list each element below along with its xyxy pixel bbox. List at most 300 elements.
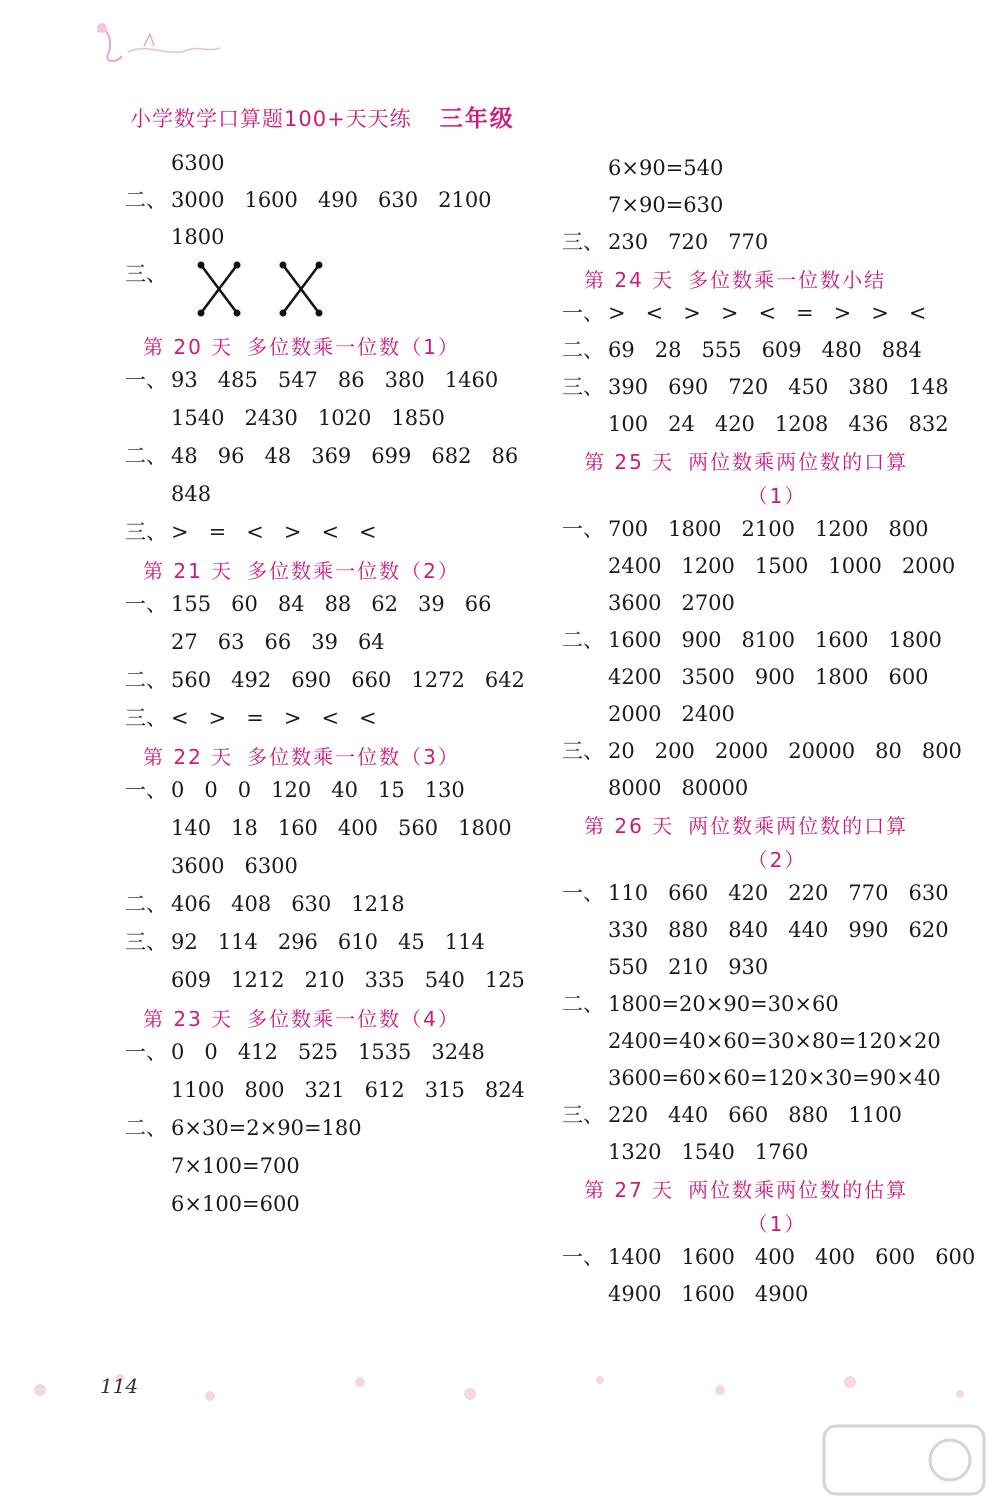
answer-value: 620 xyxy=(908,918,949,942)
section-heading xyxy=(562,812,992,840)
answer-row xyxy=(125,667,545,693)
answer-value: 0 xyxy=(204,778,218,802)
answer-value: 900 xyxy=(754,665,795,689)
answer-value: 7×90=630 xyxy=(608,193,724,217)
answer-value: 408 xyxy=(231,892,272,916)
day-label: 第 24 天 xyxy=(584,268,675,292)
answer-value: 2100 xyxy=(741,517,795,541)
question-index: 一、 xyxy=(125,1040,167,1064)
answer-value: 492 xyxy=(231,668,272,692)
answer-value: 1800 xyxy=(815,665,869,689)
answer-value: 1535 xyxy=(357,1040,412,1064)
answer-value: 321 xyxy=(304,1078,345,1102)
right-column xyxy=(562,155,992,1318)
answer-row xyxy=(562,664,992,690)
answer-value: 1600 xyxy=(681,1282,735,1306)
answer-value: < xyxy=(908,301,927,325)
answer-value: 2400=40×60=30×80=120×20 xyxy=(608,1029,941,1053)
answer-value: 3500 xyxy=(681,665,735,689)
answer-value: 1100 xyxy=(171,1078,225,1102)
answer-value: < xyxy=(246,520,264,544)
section-heading xyxy=(125,557,545,585)
answer-row xyxy=(562,300,992,326)
section-title: 两位数乘两位数的估算 xyxy=(688,1178,909,1202)
answer-value: 699 xyxy=(371,444,412,468)
section-title: 多位数乘一位数（4） xyxy=(247,1007,460,1031)
answer-value: 8000 xyxy=(608,776,662,800)
answer-row xyxy=(125,481,545,507)
answer-value: 60 xyxy=(231,592,258,616)
answer-row xyxy=(125,187,545,213)
answer-value: 64 xyxy=(357,630,385,654)
answer-value: 6×90=540 xyxy=(608,156,724,180)
answer-value: 0 xyxy=(204,1040,218,1064)
answer-row xyxy=(562,1102,992,1128)
answer-value: > xyxy=(720,301,739,325)
answer-row xyxy=(125,1077,545,1103)
answer-value: > xyxy=(871,301,889,325)
section-heading xyxy=(125,333,545,361)
answer-value: 92 xyxy=(171,930,198,954)
answer-value: 1218 xyxy=(351,892,405,916)
answer-row xyxy=(125,929,545,955)
section-title: 多位数乘一位数小结 xyxy=(688,268,887,292)
answer-value: 690 xyxy=(668,375,709,399)
answer-value: 0 xyxy=(237,778,252,802)
answer-value: 63 xyxy=(217,630,245,654)
answer-value: < xyxy=(645,301,664,325)
answer-row xyxy=(562,991,992,1017)
answer-value: 930 xyxy=(728,955,769,979)
answer-row xyxy=(125,1191,545,1217)
question-index: 一、 xyxy=(125,368,167,392)
answer-value: 148 xyxy=(908,375,949,399)
answer-value: 210 xyxy=(304,968,345,992)
answer-value: 450 xyxy=(788,375,829,399)
answer-value: 1540 xyxy=(681,1140,735,1164)
answer-value: 660 xyxy=(728,1103,769,1127)
answer-value: 1500 xyxy=(754,554,809,578)
question-index: 三、 xyxy=(562,375,604,399)
answer-value: 3248 xyxy=(431,1040,485,1064)
book-series-title: 小学数学口算题100+天天练 xyxy=(130,107,412,131)
question-index: 二、 xyxy=(125,188,167,212)
answer-value: 2400 xyxy=(608,554,662,578)
bottom-flower-decoration xyxy=(0,1360,1000,1420)
answer-value: 130 xyxy=(424,778,465,802)
answer-value: 1800 xyxy=(458,816,512,840)
answer-value: 0 xyxy=(171,778,185,802)
answer-value: 140 xyxy=(171,816,212,840)
answer-row xyxy=(562,155,992,181)
answer-value: 3600 xyxy=(608,591,662,615)
answer-value: 612 xyxy=(364,1078,405,1102)
section-heading xyxy=(562,448,992,476)
answer-value: > xyxy=(208,706,227,730)
answer-row xyxy=(562,775,992,801)
section-heading xyxy=(562,266,992,294)
answer-value: 555 xyxy=(701,338,742,362)
section-title: 两位数乘两位数的口算 xyxy=(688,450,909,474)
answer-value: 369 xyxy=(311,444,352,468)
answer-row xyxy=(562,917,992,943)
answer-value: 1200 xyxy=(681,554,735,578)
answer-value: > xyxy=(683,301,701,325)
answer-row xyxy=(562,1065,992,1091)
answer-value: 660 xyxy=(351,668,392,692)
answer-row xyxy=(562,337,992,363)
answer-value: 440 xyxy=(788,918,829,942)
answer-value: 880 xyxy=(788,1103,829,1127)
page-header xyxy=(130,100,515,134)
answer-value: 800 xyxy=(244,1078,285,1102)
answer-row xyxy=(125,261,545,325)
day-label: 第 23 天 xyxy=(143,1007,234,1031)
answer-value: 1600 xyxy=(244,188,298,212)
answer-value: 45 xyxy=(398,930,425,954)
answer-value: = xyxy=(796,301,814,325)
answer-row xyxy=(125,591,545,617)
question-index: 二、 xyxy=(125,892,167,916)
grade-label: 三年级 xyxy=(439,106,515,132)
answer-value: 6×100=600 xyxy=(171,1192,300,1216)
answer-value: 824 xyxy=(484,1078,525,1102)
answer-value: 39 xyxy=(311,630,338,654)
answer-row xyxy=(125,405,545,431)
answer-value: = xyxy=(208,520,227,544)
answer-value: 2430 xyxy=(244,406,298,430)
answer-value: 8100 xyxy=(741,628,795,652)
answer-value: 4900 xyxy=(754,1282,809,1306)
answer-row xyxy=(562,1244,992,1270)
answer-value: 2400 xyxy=(681,702,735,726)
answer-value: 600 xyxy=(875,1245,916,1269)
answer-value: 66 xyxy=(464,592,492,616)
answer-value: > xyxy=(833,301,852,325)
answer-value: 1800 xyxy=(171,225,225,249)
answer-value: 1200 xyxy=(815,517,869,541)
answer-value: 1100 xyxy=(848,1103,902,1127)
answer-value: 720 xyxy=(728,375,769,399)
answer-row xyxy=(125,1115,545,1141)
answer-value: 630 xyxy=(378,188,419,212)
question-index: 一、 xyxy=(125,592,167,616)
day-label: 第 20 天 xyxy=(143,335,234,359)
matching-cross-lines-icon xyxy=(279,261,323,317)
answer-row xyxy=(125,1039,545,1065)
answer-value: 6300 xyxy=(171,151,225,175)
question-index: 三、 xyxy=(125,262,167,286)
answer-value: 560 xyxy=(171,668,212,692)
answer-value: 436 xyxy=(848,412,889,436)
answer-value: 480 xyxy=(821,338,862,362)
answer-value: 1000 xyxy=(828,554,882,578)
answer-row xyxy=(125,1153,545,1179)
answer-value: 2000 xyxy=(608,702,662,726)
answer-value: 485 xyxy=(217,368,258,392)
answer-value: 39 xyxy=(418,592,445,616)
answer-value: 3600=60×60=120×30=90×40 xyxy=(608,1066,941,1090)
question-index: 三、 xyxy=(125,706,167,730)
answer-row xyxy=(562,701,992,727)
answer-value: 540 xyxy=(424,968,465,992)
answer-value: 62 xyxy=(371,592,399,616)
answer-row xyxy=(125,367,545,393)
answer-value: 86 xyxy=(337,368,365,392)
answer-value: < xyxy=(359,706,377,730)
answer-row xyxy=(562,627,992,653)
answer-value: < xyxy=(758,301,777,325)
answer-value: 18 xyxy=(231,816,258,840)
answer-row xyxy=(562,954,992,980)
answer-value: 1272 xyxy=(411,668,465,692)
answer-value: 1600 xyxy=(815,628,869,652)
answer-row xyxy=(125,777,545,803)
answer-value: 84 xyxy=(277,592,305,616)
answer-value: 1540 xyxy=(171,406,225,430)
answer-row xyxy=(562,880,992,906)
answer-value: 48 xyxy=(171,444,198,468)
answer-value: 690 xyxy=(291,668,332,692)
answer-value: 990 xyxy=(848,918,889,942)
answer-row xyxy=(125,891,545,917)
answer-value: 335 xyxy=(364,968,405,992)
answer-value: 6×30=2×90=180 xyxy=(171,1116,362,1140)
answer-row xyxy=(125,443,545,469)
question-index: 三、 xyxy=(125,930,167,954)
answer-value: 155 xyxy=(171,592,212,616)
section-heading xyxy=(125,743,545,771)
answer-value: 1208 xyxy=(774,412,829,436)
answer-value: 1600 xyxy=(681,1245,735,1269)
answer-value: 420 xyxy=(728,881,769,905)
answer-value: 600 xyxy=(935,1245,976,1269)
answer-value: 24 xyxy=(668,412,695,436)
answer-value: 28 xyxy=(654,338,682,362)
answer-value: 840 xyxy=(728,918,769,942)
answer-value: 93 xyxy=(171,368,198,392)
answer-value: 86 xyxy=(491,444,519,468)
answer-value: 200 xyxy=(654,739,695,763)
day-label: 第 25 天 xyxy=(584,450,675,474)
answer-value: 2000 xyxy=(901,554,956,578)
question-index: 一、 xyxy=(125,778,167,802)
question-index: 二、 xyxy=(125,444,167,468)
left-column xyxy=(125,150,545,1229)
answer-value: 560 xyxy=(398,816,439,840)
answer-row xyxy=(125,815,545,841)
answer-value: 4200 xyxy=(608,665,662,689)
answer-value: 1212 xyxy=(231,968,285,992)
answer-value: 600 xyxy=(888,665,929,689)
answer-value: 4900 xyxy=(608,1282,662,1306)
answer-value: 1460 xyxy=(444,368,499,392)
answer-value: > xyxy=(608,301,626,325)
answer-value: 1400 xyxy=(608,1245,662,1269)
answer-value: 420 xyxy=(714,412,755,436)
answer-value: 380 xyxy=(384,368,425,392)
answer-row xyxy=(125,705,545,731)
answer-value: 1600 xyxy=(608,628,662,652)
answer-value: 6300 xyxy=(244,854,298,878)
answer-value: 220 xyxy=(788,881,829,905)
answer-value: 110 xyxy=(608,881,649,905)
answer-value: 160 xyxy=(277,816,318,840)
answer-value: 720 xyxy=(668,230,709,254)
answer-value: 900 xyxy=(681,628,722,652)
answer-value: > xyxy=(171,520,189,544)
answer-row xyxy=(562,1281,992,1307)
answer-value: < xyxy=(171,706,189,730)
answer-row xyxy=(562,229,992,255)
answer-value: 27 xyxy=(171,630,198,654)
answer-value: 330 xyxy=(608,918,649,942)
answer-value: 20000 xyxy=(788,739,856,763)
answer-value: 48 xyxy=(264,444,292,468)
answer-value: 7×100=700 xyxy=(171,1154,300,1178)
answer-value: 630 xyxy=(908,881,949,905)
answer-value: 547 xyxy=(277,368,318,392)
answer-value: 315 xyxy=(424,1078,465,1102)
question-index: 三、 xyxy=(562,230,604,254)
matching-cross-lines-icon xyxy=(197,261,241,317)
answer-row xyxy=(562,1139,992,1165)
answer-value: 100 xyxy=(608,412,649,436)
answer-value: 1800 xyxy=(888,628,942,652)
answer-value: 1800 xyxy=(668,517,722,541)
answer-value: 550 xyxy=(608,955,649,979)
answer-value: 770 xyxy=(848,881,889,905)
answer-value: 490 xyxy=(317,188,358,212)
question-index: 二、 xyxy=(562,628,604,652)
answer-value: > xyxy=(283,706,302,730)
section-title: 多位数乘一位数（2） xyxy=(247,559,460,583)
answer-value: 400 xyxy=(815,1245,856,1269)
answer-value: 2000 xyxy=(714,739,769,763)
answer-value: 40 xyxy=(331,778,358,802)
answer-value: 2100 xyxy=(438,188,492,212)
answer-value: 400 xyxy=(754,1245,795,1269)
day-label: 第 27 天 xyxy=(584,1178,675,1202)
answer-value: 700 xyxy=(608,517,649,541)
answer-value: 884 xyxy=(881,338,922,362)
question-index: 一、 xyxy=(562,517,604,541)
answer-value: 230 xyxy=(608,230,649,254)
section-title-continuation: （2） xyxy=(747,848,807,872)
answer-value: 1320 xyxy=(608,1140,662,1164)
answer-row xyxy=(562,411,992,437)
answer-row xyxy=(562,590,992,616)
answer-row xyxy=(562,516,992,542)
answer-value: 832 xyxy=(908,412,949,436)
answer-value: 20 xyxy=(608,739,635,763)
answer-value: 642 xyxy=(484,668,525,692)
answer-value: 69 xyxy=(608,338,635,362)
question-index: 一、 xyxy=(562,881,604,905)
answer-value: 80000 xyxy=(681,776,749,800)
answer-value: > xyxy=(283,520,302,544)
answer-value: 0 xyxy=(171,1040,185,1064)
answer-value: < xyxy=(321,706,340,730)
answer-value: = xyxy=(246,706,264,730)
answer-value: 114 xyxy=(217,930,258,954)
answer-value: 80 xyxy=(875,739,902,763)
answer-value: 1020 xyxy=(317,406,372,430)
answer-value: 848 xyxy=(171,482,212,506)
question-index: 二、 xyxy=(125,1116,167,1140)
answer-value: 114 xyxy=(444,930,485,954)
answer-value: 96 xyxy=(217,444,245,468)
answer-row xyxy=(562,374,992,400)
watermark-logo xyxy=(820,1420,990,1500)
answer-value: 15 xyxy=(377,778,405,802)
question-index: 三、 xyxy=(562,739,604,763)
answer-value: 880 xyxy=(668,918,709,942)
answer-value: 660 xyxy=(668,881,709,905)
answer-row xyxy=(562,553,992,579)
answer-value: 380 xyxy=(848,375,889,399)
answer-row xyxy=(562,738,992,764)
answer-value: 3000 xyxy=(171,188,225,212)
section-title-continuation: （1） xyxy=(747,1212,807,1236)
day-label: 第 21 天 xyxy=(143,559,234,583)
answer-value: 210 xyxy=(668,955,709,979)
answer-value: 770 xyxy=(728,230,769,254)
answer-value: 390 xyxy=(608,375,649,399)
section-title: 多位数乘一位数（3） xyxy=(247,745,460,769)
answer-value: 609 xyxy=(171,968,212,992)
answer-value: 120 xyxy=(271,778,312,802)
answer-row xyxy=(125,150,545,176)
floral-decoration xyxy=(88,12,228,82)
answer-value: 412 xyxy=(237,1040,278,1064)
answer-value: 296 xyxy=(277,930,318,954)
answer-value: 400 xyxy=(337,816,379,840)
answer-value: 125 xyxy=(484,968,525,992)
question-index: 二、 xyxy=(125,668,167,692)
answer-value: 609 xyxy=(761,338,802,362)
answer-value: 220 xyxy=(608,1103,649,1127)
page-number: 114 xyxy=(100,1374,139,1398)
answer-value: 66 xyxy=(264,630,292,654)
question-index: 一、 xyxy=(562,301,604,325)
answer-row xyxy=(562,1028,992,1054)
day-label: 第 22 天 xyxy=(143,745,234,769)
answer-value: 1850 xyxy=(391,406,445,430)
answer-row xyxy=(562,192,992,218)
answer-row xyxy=(125,224,545,250)
answer-row xyxy=(125,519,545,545)
answer-value: 630 xyxy=(291,892,332,916)
answer-row xyxy=(125,629,545,655)
answer-value: 88 xyxy=(324,592,352,616)
section-title: 两位数乘两位数的口算 xyxy=(688,814,909,838)
question-index: 二、 xyxy=(562,338,604,362)
answer-value: 800 xyxy=(888,517,929,541)
answer-value: 525 xyxy=(297,1040,338,1064)
answer-value: 406 xyxy=(171,892,212,916)
answer-value: < xyxy=(359,520,377,544)
question-index: 三、 xyxy=(125,520,167,544)
section-heading xyxy=(125,1005,545,1033)
day-label: 第 26 天 xyxy=(584,814,675,838)
answer-value: < xyxy=(321,520,340,544)
answer-value: 610 xyxy=(337,930,379,954)
answer-value: 1760 xyxy=(754,1140,809,1164)
section-title: 多位数乘一位数（1） xyxy=(247,335,460,359)
answer-row xyxy=(125,967,545,993)
answer-value: 2700 xyxy=(681,591,735,615)
